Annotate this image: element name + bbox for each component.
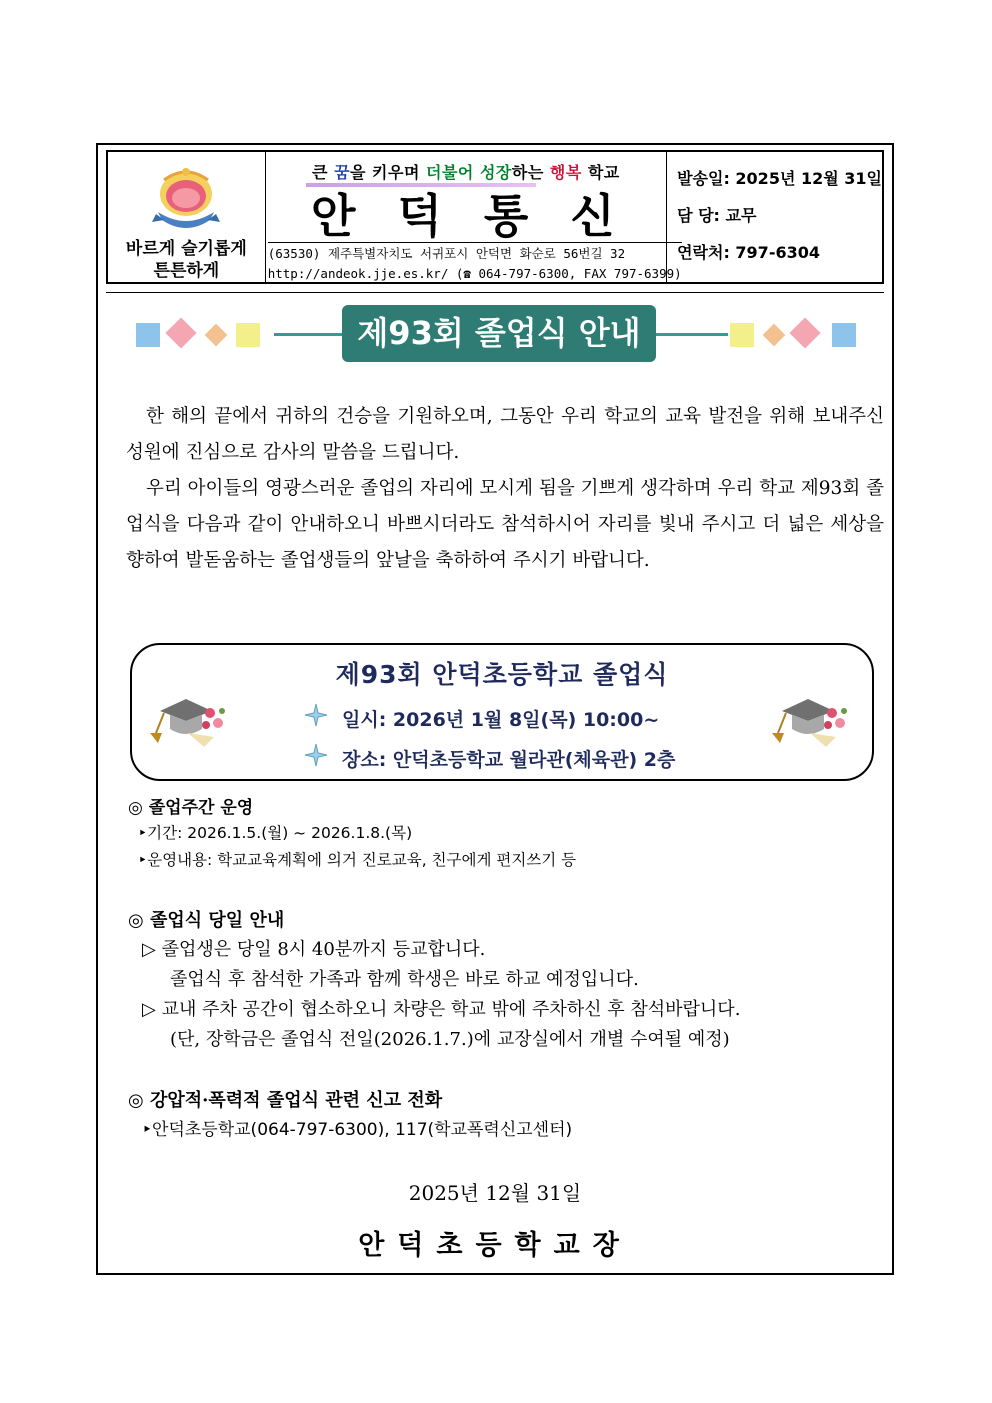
slogan-part: 학교 — [581, 163, 620, 182]
report-heading: ◎ 강압적·폭력적 졸업식 관련 신고 전화 — [128, 1090, 443, 1111]
title-line-left — [274, 333, 342, 336]
header-divider — [106, 292, 884, 293]
title-line-right — [656, 333, 728, 336]
slogan-part: 행복 — [549, 163, 582, 182]
intro-paragraph-2: 우리 아이들의 영광스러운 졸업의 자리에 모시게 됨을 기쁘게 생각하며 우리 학교 제93회 졸업식을 다음과 같이 안내하오니 바쁘시더라도 참석하시어 자리를 빛내 주시고 더 넓은 세상을 향하여 발돋움하는 졸업생들의 앞날을 축하하여 주시기 바랍니다. — [126, 478, 884, 571]
right-decoration-icon — [728, 315, 860, 355]
motto-line-1: 바르게 슬기롭게 — [125, 239, 247, 259]
left-decoration-icon — [134, 315, 264, 355]
sparkle-icon — [304, 703, 328, 727]
week-period: ‣기간: 2026.1.5.(월) ~ 2026.1.8.(목) — [138, 824, 413, 842]
address-line: (63530) 제주특별자치도 서귀포시 안덕면 화순로 56번길 32 — [268, 242, 682, 264]
event-title: 제93회 안덕초등학교 졸업식 — [335, 660, 669, 689]
slogan-part: 큰 — [312, 163, 335, 182]
web-phone-line: http://andeok.jje.es.kr/ (☎ 064-797-6300, FAX 797-6399) — [267, 266, 682, 281]
event-location: 장소: 안덕초등학교 월라관(체육관) 2층 — [342, 749, 676, 771]
issue-info-cell — [667, 152, 882, 282]
day-heading: ◎ 졸업식 당일 안내 — [128, 910, 285, 931]
intro-paragraph-1: 한 해의 끝에서 귀하의 건승을 기원하오며, 그동안 우리 학교의 교육 발전을 위해 보내주신 성원에 진심으로 감사의 말씀을 드립니다. — [126, 406, 884, 463]
event-info-box — [130, 643, 874, 781]
slogan-underline — [306, 183, 536, 187]
event-datetime-row — [342, 705, 659, 732]
day-item-2: ▷ 교내 주차 공간이 협소하오니 차량은 학교 밖에 주차하신 후 참석바랍니다. — [142, 999, 741, 1020]
school-motto — [108, 238, 265, 282]
school-slogan — [266, 160, 666, 183]
day-item-1: ▷ 졸업생은 당일 8시 40분까지 등교합니다. — [142, 939, 486, 960]
newsletter-header — [106, 150, 884, 284]
graduation-cap-icon — [764, 683, 854, 751]
document-frame — [96, 143, 894, 1275]
school-logo-cell — [108, 152, 266, 282]
slogan-part: 성장 — [479, 163, 512, 182]
page-title: 제93회 졸업식 안내 — [342, 305, 656, 362]
slogan-part: 꿈 — [334, 163, 351, 182]
week-content: ‣운영내용: 학교교육계획에 의거 진로교육, 친구에게 편지쓰기 등 — [138, 851, 577, 869]
day-item-1-detail: 졸업식 후 참석한 가족과 함께 학생은 바로 하교 예정입니다. — [170, 969, 639, 990]
manager: 담 당: 교무 — [677, 206, 757, 225]
week-heading: ◎ 졸업주간 운영 — [128, 798, 254, 818]
intro-text — [126, 399, 884, 579]
slogan-part: 을 키우며 — [350, 163, 426, 182]
sparkle-icon — [304, 743, 328, 767]
report-phone-line: ‣안덕초등학교(064-797-6300), 117(학교폭력신고센터) — [142, 1120, 573, 1140]
motto-line-2: 튼튼하게 — [153, 261, 220, 281]
event-location-row — [342, 745, 675, 772]
day-item-2-detail: (단, 장학금은 졸업식 전일(2026.1.7.)에 교장실에서 개별 수여될 예정) — [170, 1029, 730, 1050]
school-emblem-icon — [150, 164, 222, 230]
issue-date: 발송일: 2025년 12월 31일 — [677, 169, 882, 188]
graduation-cap-icon — [142, 683, 232, 751]
contact: 연락처: 797-6304 — [677, 243, 820, 262]
newsletter-name: 안덕통신 — [311, 189, 657, 243]
school-address — [268, 242, 682, 284]
newsletter-title-cell — [266, 152, 682, 282]
slogan-part: 더불어 — [426, 163, 474, 182]
event-datetime: 일시: 2026년 1월 8일(목) 10:00~ — [342, 709, 660, 731]
principal-signature: 안덕초등학교장 — [358, 1230, 632, 1261]
document-date: 2025년 12월 31일 — [408, 1181, 582, 1205]
slogan-part: 하는 — [511, 163, 550, 182]
